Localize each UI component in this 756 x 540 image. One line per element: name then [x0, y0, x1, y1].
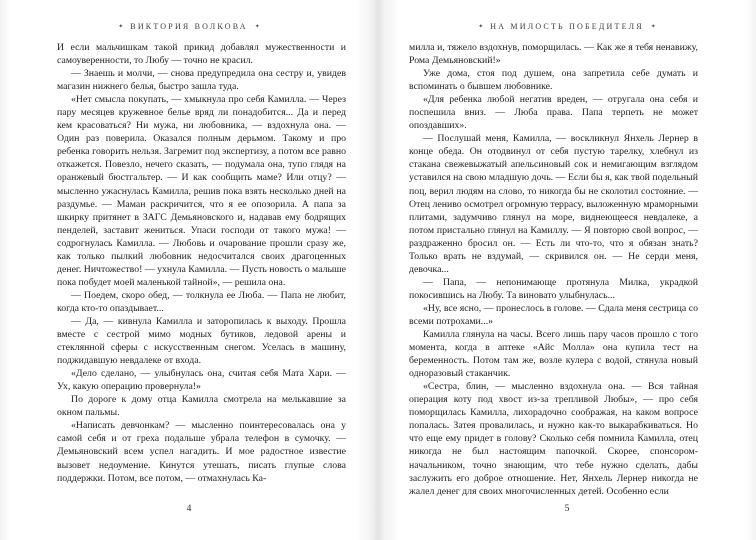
paragraph: Уже дома, стоя под душем, она запретила себе думать и вспоминать о бывшем любовнике. [409, 68, 698, 93]
running-head-right [378, 22, 756, 31]
page-number-left: 4 [186, 504, 192, 514]
running-head-text: НА МИЛОСТЬ ПОБЕДИТЕЛЯ [490, 22, 644, 31]
ornament-icon: ✦ [650, 24, 656, 30]
page-number-right: 5 [564, 504, 570, 514]
paragraph: «Дело сделано, — улыбнулась она, считая себя Мата Хари. — Ух, какую операцию провернула!» [57, 368, 346, 393]
paragraph: И если мальчишкам такой прикид добавлял мужественности и самоуверенности, то Любу — точно не красил. [57, 42, 346, 67]
paragraph: — Да, — кивнула Камилла и заторопилась к выходу. Прошла вместе с сестрой мимо модных бутиков, ледовой арены и стеклянной сферы с искусственным снегом. Уселась в машину, поджидавшую невдалеке от входа. [57, 315, 346, 367]
paragraph: «Ну, все ясно, — пронеслось в голове. — Сдала меня сестрица со всеми потрохами...» [409, 302, 698, 327]
paragraph: милла и, тяжело вздохнув, поморщилась. — Как же я тебя ненавижу, Рома Демьяновский!» [409, 42, 698, 67]
page-right [378, 0, 756, 540]
ornament-icon: ✦ [254, 24, 260, 30]
paragraph: «Нет смысла покупать, — хмыкнула про себя Камилла. — Через пару месяцев кружевное белье вряд ли понадобится... Да и перед кем красоваться? Ни мужа, ни любовника, — вздохнула она. — Один раз поверила. Оказался полным дерьмом. Такому и про ребенка говорить нельзя. Загремит под экспертизу, а потом все равно откажется. Повезло, нечего сказать, — подумала она, тупо глядя на оранжевый бюстгальтер. — И как сообщить маме? Или отцу? — мысленно ужаснулась Камилла, решив пока взять несколько дней на раздумье. — Маман раскричится, что я ее опозорила. А папа за шкирку притянет в ЗАГС Демьяновского и, надавав ему бодрящих пенделей, заставит жениться. Упаси господи от такого мужа! — содрогнулась Камилла. — Любовь и очарование прошли сразу же, как только пылкий любовник недосчитался своих драгоценных денег. Ничтожество! — ухнула Камилла. — Пусть новость о малыше пока побудет моей маленькой тайной», — решила она. [57, 94, 346, 288]
paragraph: «Сестра, блин, — мысленно вздохнула она. — Вся тайная операция коту под хвост из-за трепливой Любы», — про себя поморщилась Камилла, лихорадочно соображая, на каком вопросе попалась. Затея провалилась, и нужно как-то выкарабкиваться. Но что еще ему придет в голову? Сколько себя помнила Камилла, отец никогда не был настоящим папочкой. Скорее, спонсором-начальником, точно знающим, что тебе нужно сделать, дабы заслужить его доброе отношение. Нет, Янхель Лернер никогда не жалел денег для своих многочисленных детей. Особенно если [409, 381, 698, 497]
page-body-left [57, 41, 346, 501]
paragraph: «Написать девчонкам? — мысленно поинтересовалась она у самой себя и от греха подальше убрала телефон в сумочку. — Демьяновский всем успел нагадить. И мое радостное известие вызовет недоумение. Кинутся утешать, писать глупые слова поддержки. Потом, все потом, — отмахнулась Ка- [57, 420, 346, 484]
paragraph: «Для ребенка любой негатив вреден, — отругала она себя и поспешила вниз. — Люба права. Папа терпеть не может опоздавших». [409, 94, 698, 132]
ornament-icon: ✦ [118, 24, 124, 30]
ornament-icon: ✦ [478, 24, 484, 30]
running-head-text: ВИКТОРИЯ ВОЛКОВА [130, 22, 248, 31]
paragraph: — Знаешь и молчи, — снова предупредила она сестру и, увидев магазин нижнего белья, быстро зашла туда. [57, 68, 346, 93]
paragraph: — Послушай меня, Камилла, — воскликнул Янхель Лернер в конце обеда. Он отодвинул от себя пустую тарелку, хлебнул из стакана свежевыжатый апельсиновый сок и немигающим взглядом уставился на свою младшую дочь. — Если бы я, как твой подельный поц, верил людям на слово, то никогда бы не сколотил состояние. — Отец лениво осмотрел огромную террасу, выложенную мраморными плитами, задумчиво глянул на море, виднеющееся невдалеке, а потом пристально глянул на Камиллу. — Я повторю свой вопрос, — раздраженно бросил он. — Есть ли что-то, что я обязан знать? Только врать не вздумай, — скривился он. — Не серди меня, девочка... [409, 133, 698, 275]
paragraph: — Поедем, скоро обед, — толкнула ее Люба. — Папа не любит, когда кто-то опаздывает... [57, 289, 346, 314]
paragraph: Камилла глянула на часы. Всего лишь пару часов прошло с того момента, когда в аптеке «Айс Молла» она купила тест на беременность. Потом там же, возле кулера с водой, стянула новый одноразовый стаканчик. [409, 329, 698, 380]
paragraph: По дороге к дому отца Камилла смотрела на мелькавшие за окном пальмы. [57, 394, 346, 419]
running-head-left [0, 22, 378, 31]
page-body-right [409, 41, 698, 501]
paragraph: — Папа, — непонимающе протянула Милка, украдкой покосившись на Любу. Та виновато улыбнулась... [409, 276, 698, 301]
